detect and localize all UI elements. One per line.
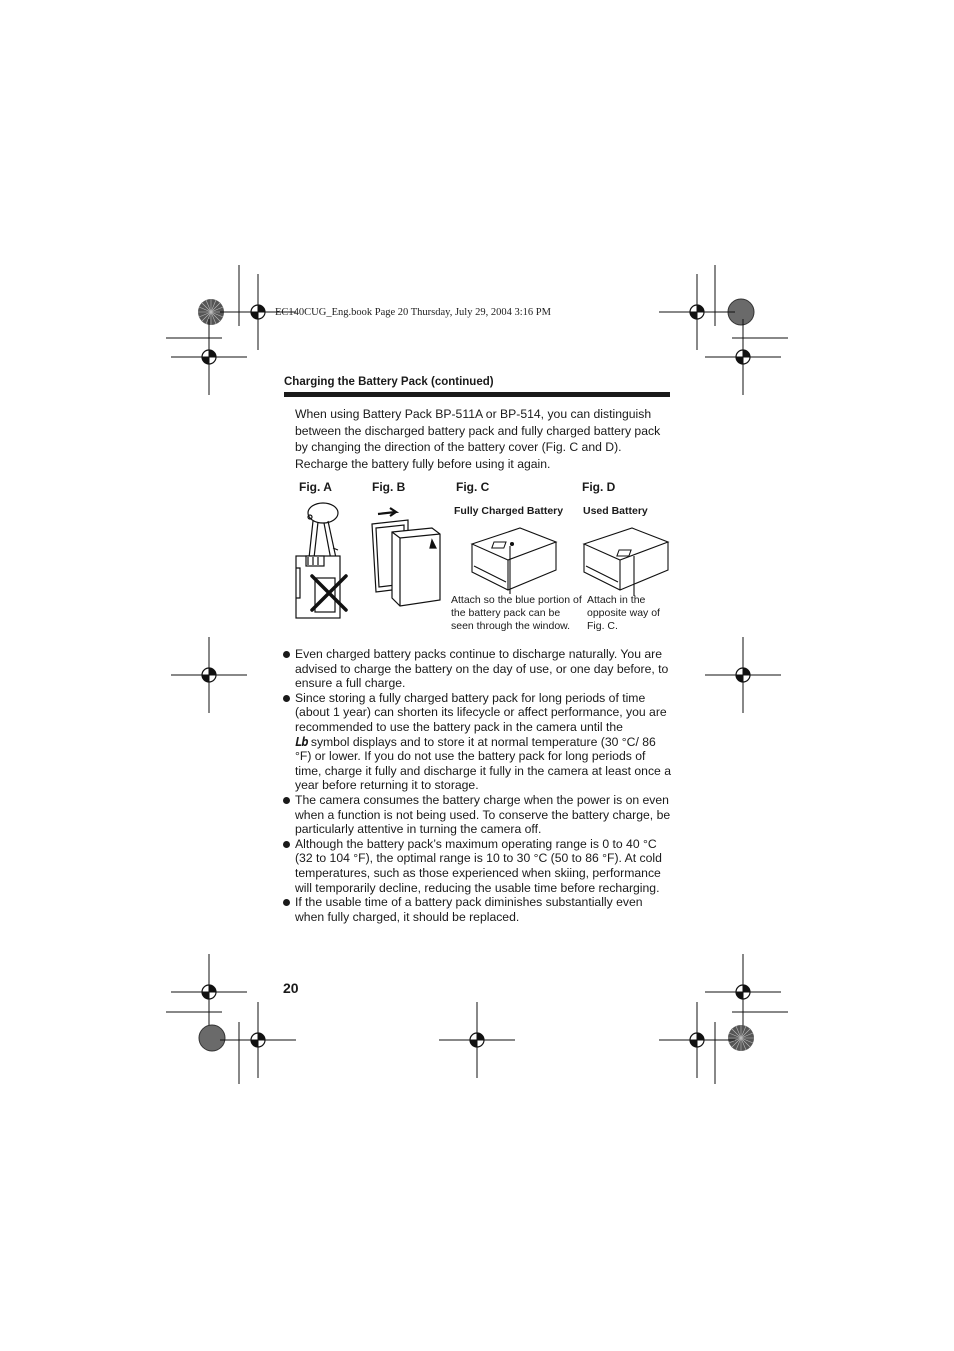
list-item: Even charged battery packs continue to discharge naturally. You are advised to charge the battery on the day of use, or one day before, to ensure a full charge. bbox=[283, 647, 673, 691]
fig-a-label: Fig. A bbox=[299, 480, 332, 494]
notes-list bbox=[283, 647, 673, 924]
list-item: The camera consumes the battery charge when the power is on even when a function is not being used. To conserve the battery charge, be particularly attentive in turning the camera off. bbox=[283, 793, 673, 837]
fig-d-caption: Attach in the opposite way of Fig. C. bbox=[587, 594, 660, 632]
fig-c-label: Fig. C bbox=[456, 480, 490, 494]
low-battery-symbol-icon: Lb bbox=[295, 734, 308, 749]
bullet-icon bbox=[283, 797, 290, 804]
fig-d-label: Fig. D bbox=[582, 480, 616, 494]
page-number: 20 bbox=[283, 980, 299, 996]
fig-b-illustration bbox=[368, 502, 446, 610]
list-item: Since storing a fully charged battery pack for long periods of time (about 1 year) can shorten its lifecycle or affect performance, you are recommended to use the battery pack in the camera until the Lb symbol displays and to store it at normal temperature (30 °C/ 86 °F) or lower. If you do not use the battery pack for long periods of time, charge it fully and discharge it fully in the camera at least once a year before returning it to storage. bbox=[283, 691, 673, 793]
fig-c-illustration bbox=[468, 520, 560, 596]
fig-c-subtitle: Fully Charged Battery bbox=[454, 505, 564, 517]
fig-a-illustration bbox=[288, 498, 358, 622]
section-rule bbox=[284, 392, 670, 397]
file-info-header: EC140CUG_Eng.book Page 20 Thursday, July 29, 2004 3:16 PM bbox=[275, 307, 551, 318]
fig-d-illustration bbox=[580, 520, 672, 596]
bullet-icon bbox=[283, 695, 290, 702]
bullet-icon bbox=[283, 651, 290, 658]
intro-paragraph: When using Battery Pack BP-511A or BP-514, you can distinguish between the discharged battery pack and fully charged battery pack by changing the direction of the battery cover (Fig. C and D). Recharge the battery fully before using it again. bbox=[295, 407, 661, 471]
bullet-icon bbox=[283, 899, 290, 906]
bullet-icon bbox=[283, 841, 290, 848]
fig-c-caption: Attach so the blue portion of the battery pack can be seen through the window. bbox=[451, 594, 582, 632]
section-title: Charging the Battery Pack (continued) bbox=[284, 376, 494, 388]
fig-b-label: Fig. B bbox=[372, 480, 406, 494]
fig-d-subtitle: Used Battery bbox=[583, 505, 648, 517]
list-item: If the usable time of a battery pack diminishes substantially even when fully charged, it should be replaced. bbox=[283, 895, 673, 924]
list-item: Although the battery pack’s maximum operating range is 0 to 40 °C (32 to 104 °F), the optimal range is 10 to 30 °C (50 to 86 °F). At cold temperatures, such as those experienced when skiing, performance will temporarily decline, reducing the usable time before recharging. bbox=[283, 837, 673, 895]
